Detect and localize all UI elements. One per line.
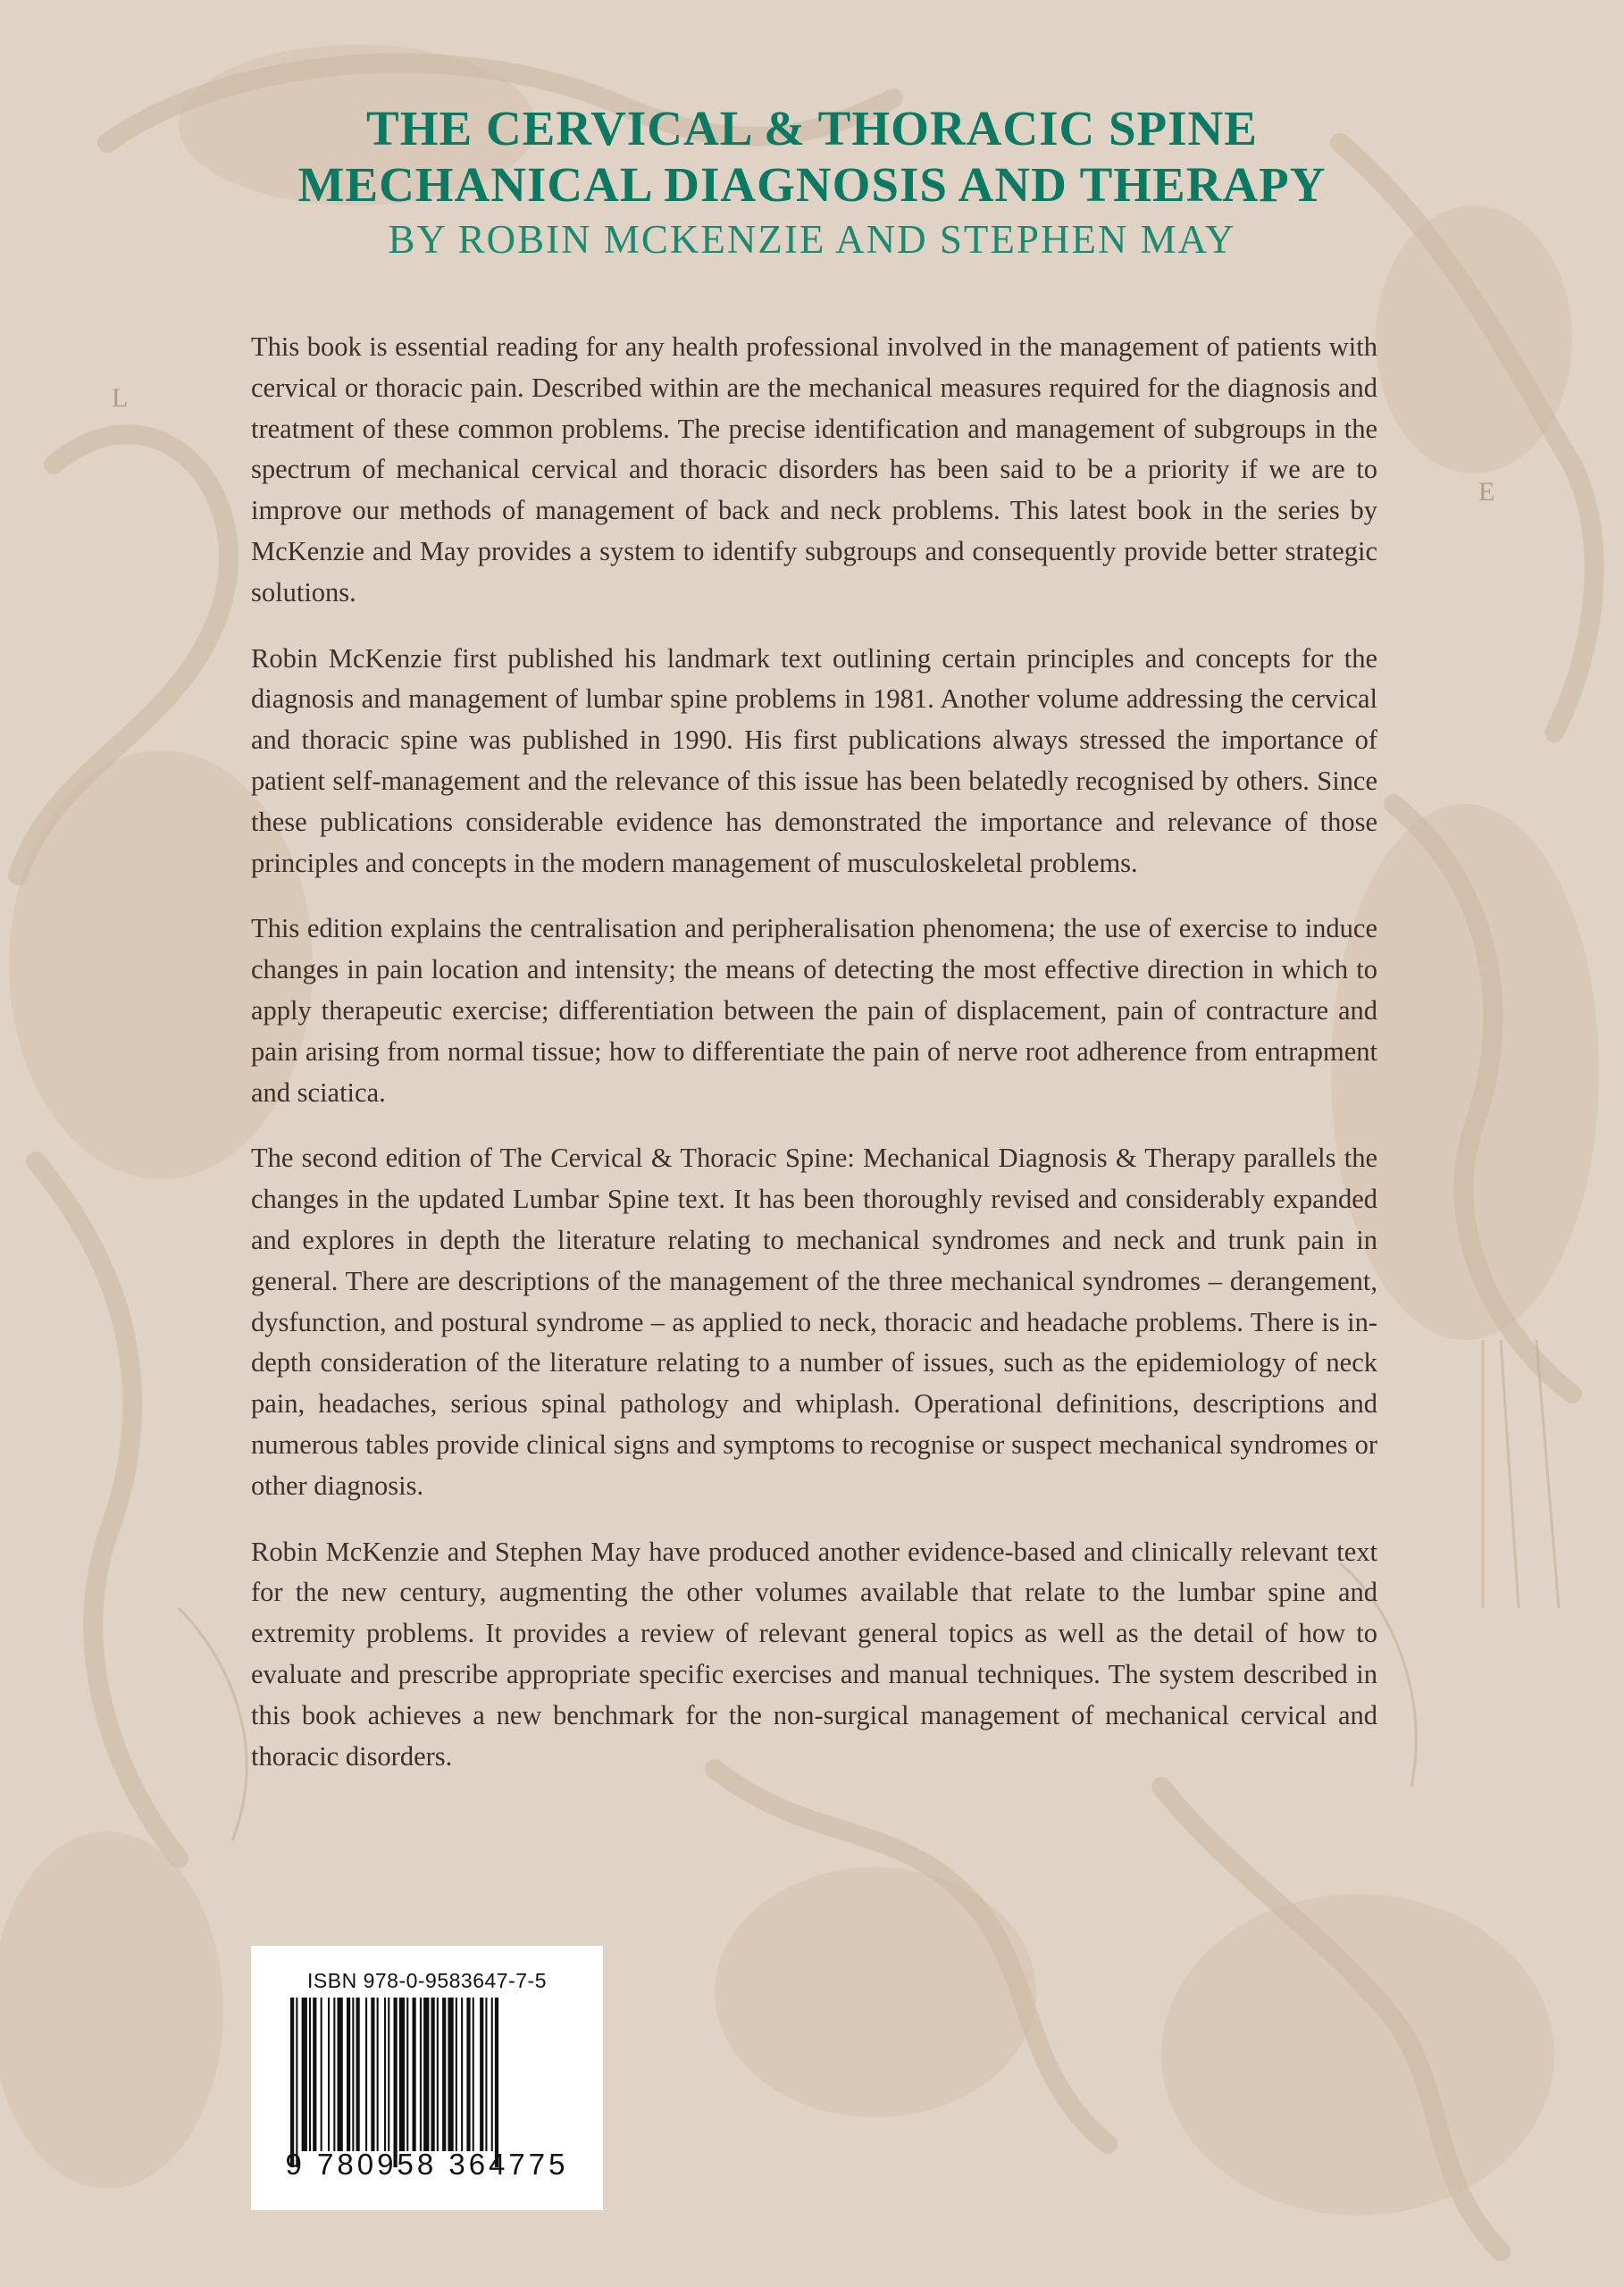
book-title: [0, 100, 1624, 213]
barcode-icon: [287, 1998, 567, 2167]
barcode-bar: [384, 1998, 386, 2151]
barcode-bar: [406, 1998, 408, 2151]
isbn-barcode-panel: [251, 1946, 603, 2210]
barcode-bar: [347, 1998, 350, 2151]
barcode-bar: [423, 1998, 429, 2151]
blurb-paragraph: This book is essential reading for any health professional involved in the management of patients with cervical or thoracic pain. Described within are the mechanical measures required for the diagnosis and treatment of these common problems. The precise identification and management of subgroups in the spectrum of mechanical cervical and thoracic disorders has been said to be a priority if we are to improve our methods of management of back and neck problems. This latest book in the series by McKenzie and May provides a system to identify subgroups and consequently provide better strategic solutions.: [251, 331, 1377, 607]
title-line-1: THE CERVICAL & THORACIC SPINE: [366, 101, 1258, 155]
barcode-bar: [394, 1998, 398, 2167]
barcode-bar: [313, 1998, 316, 2151]
barcode-bar: [473, 1998, 474, 2151]
barcode-bar: [461, 1998, 463, 2151]
figure-letter-label: L: [112, 383, 129, 413]
isbn-label: ISBN 978-0-9583647-7-5: [307, 1969, 547, 1992]
barcode-bar: [431, 1998, 435, 2151]
barcode-bar: [290, 1998, 294, 2167]
blurb: [251, 327, 1377, 1802]
isbn-digits: 9 780958 364775: [285, 2148, 569, 2181]
blurb-paragraph: Robin McKenzie first published his landmark text outlining certain principles and concepts for the diagnosis and management of lumbar spine problems in 1981. Another volume addressing the cervical and thoracic spine was published in 1990. His first publications always stressed the importance of patient self-management and the relevance of this issue has been belatedly recognised by others. Since these publications considerable evidence has demonstrated the importance and relevance of those principles and concepts in the modern management of musculoskeletal problems.: [251, 642, 1377, 878]
figure-letter-label: E: [1478, 477, 1495, 507]
barcode-bar: [420, 1998, 422, 2151]
barcode-bar: [356, 1998, 360, 2151]
barcode-bar: [365, 1998, 367, 2151]
barcode-bar: [333, 1998, 335, 2151]
cover-header: [0, 100, 1624, 264]
barcode-bar: [377, 1998, 379, 2151]
barcode-bar: [309, 1998, 311, 2151]
barcode-bar: [352, 1998, 354, 2151]
barcode-bar: [388, 1998, 389, 2151]
barcode-bar: [480, 1998, 483, 2151]
blurb-paragraph: The second edition of The Cervical & Thoracic Spine: Mechanical Diagnosis & Therapy parallels the changes in the updated Lumbar Spine text. It has been thoroughly revised and considerably expanded and explores in depth the literature relating to mechanical syndromes and neck and trunk pain in general. There are descriptions of the management of the three mechanical syndromes – derangement, dysfunction, and postural syndrome – as applied to neck, thoracic and headache problems. There is in-depth consideration of the literature relating to a number of issues, such as the epidemiology of neck pain, headaches, serious spinal pathology and whiplash. Operational definitions, descriptions and numerous tables provide clinical signs and symptoms to recognise or suspect mechanical syndromes or other diagnosis.: [251, 1143, 1377, 1501]
barcode-bar: [491, 1998, 493, 2151]
barcode-bar: [437, 1998, 439, 2151]
barcode-bar: [442, 1998, 446, 2151]
title-line-2: MECHANICAL DIAGNOSIS AND THERAPY: [297, 157, 1327, 212]
barcode-bar: [296, 1998, 297, 2167]
barcode-bar: [321, 1998, 322, 2151]
barcode-bar: [302, 1998, 307, 2151]
barcode-bar: [485, 1998, 487, 2151]
barcode-bar: [466, 1998, 470, 2151]
barcode-bar: [456, 1998, 457, 2151]
barcode-bar: [413, 1998, 416, 2151]
book-authors: BY ROBIN MCKENZIE AND STEPHEN MAY: [388, 217, 1236, 262]
blurb-paragraph: Robin McKenzie and Stephen May have produced another evidence-based and clinically relevant text for the new century, augmenting the other volumes available that relate to the lumbar spine and extremity problems. It provides a review of relevant general topics as well as the detail of how to evaluate and prescribe appropriate specific exercises and manual techniques. The system described in this book achieves a new benchmark for the non-surgical management of mechanical cervical and thoracic disorders.: [251, 1536, 1377, 1772]
barcode-bar: [495, 1998, 498, 2167]
barcode-bar: [371, 1998, 374, 2151]
blurb-paragraph: This edition explains the centralisation and peripheralisation phenomena; the use of exercise to induce changes in pain location and intensity; the means of detecting the most effective direction in which to apply therapeutic exercise; differentiation between the pain of displacement, pain of contracture and pain arising from normal tissue; how to differentiate the pain of nerve root adherence from entrapment and sciatica.: [251, 913, 1377, 1108]
barcode-bar: [338, 1998, 343, 2151]
barcode-bar: [328, 1998, 330, 2151]
barcode-bar: [448, 1998, 453, 2151]
barcode-bar: [399, 1998, 405, 2151]
